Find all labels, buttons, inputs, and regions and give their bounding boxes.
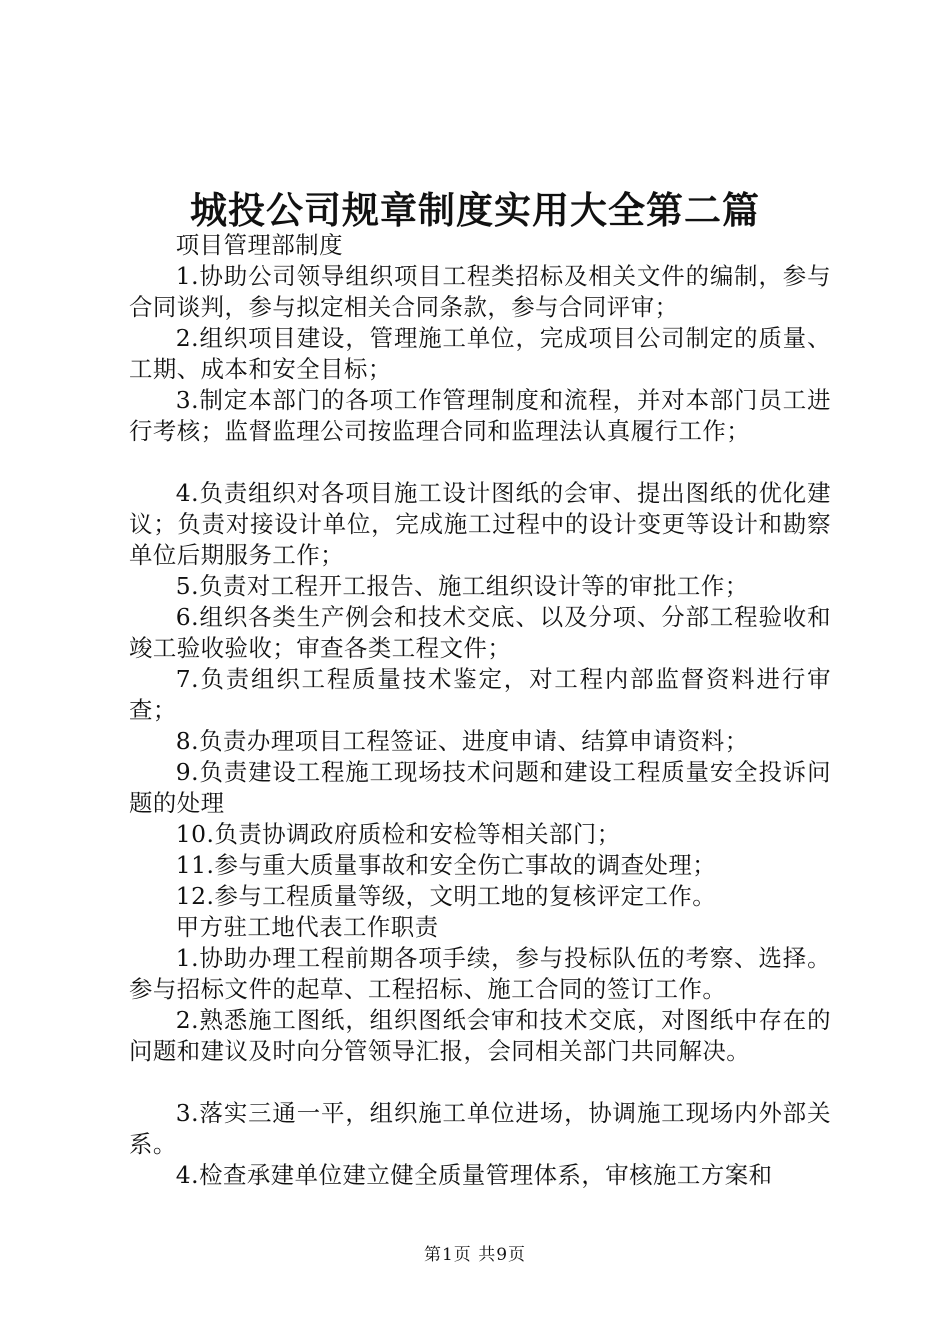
paragraph: 4.负责组织对各项目施工设计图纸的会审、提出图纸的优化建议；负责对接设计单位，完成施工过程中的设计变更等设计和勘察单位后期服务工作； <box>129 479 831 569</box>
page-footer: 第1页 共9页 <box>423 1245 527 1265</box>
paragraph: 5.负责对工程开工报告、施工组织设计等的审批工作； <box>175 572 749 600</box>
paragraph: 7.负责组织工程质量技术鉴定，对工程内部监督资料进行审查； <box>129 665 831 724</box>
paragraph: 1.协助公司领导组织项目工程类招标及相关文件的编制，参与合同谈判，参与拟定相关合同条款，参与合同评审； <box>129 262 831 321</box>
paragraph: 6.组织各类生产例会和技术交底、以及分项、分部工程验收和竣工验收验收；审查各类工程文件； <box>129 603 831 662</box>
paragraph: 10.负责协调政府质检和安检等相关部门； <box>175 820 621 848</box>
paragraph: 11.参与重大质量事故和安全伤亡事故的调查处理； <box>175 851 717 879</box>
paragraph: 2.熟悉施工图纸，组织图纸会审和技术交底，对图纸中存在的问题和建议及时向分管领导汇报，会同相关部门共同解决。 <box>129 1006 831 1065</box>
paragraph: 9.负责建设工程施工现场技术问题和建设工程质量安全投诉问题的处理 <box>129 758 831 817</box>
paragraph: 2.组织项目建设，管理施工单位，完成项目公司制定的质量、工期、成本和安全目标； <box>129 324 831 383</box>
document-title: 城投公司规章制度实用大全第二篇 <box>190 188 760 232</box>
paragraph: 3.制定本部门的各项工作管理制度和流程，并对本部门员工进行考核；监督监理公司按监理合同和监理法认真履行工作； <box>129 386 831 445</box>
paragraph: 12.参与工程质量等级，文明工地的复核评定工作。 <box>175 882 717 910</box>
section-heading: 项目管理部制度 <box>175 231 344 259</box>
paragraph: 3.落实三通一平，组织施工单位进场，协调施工现场内外部关系。 <box>129 1099 831 1158</box>
document-body <box>129 230 831 1191</box>
paragraph: 8.负责办理项目工程签证、进度申请、结算申请资料； <box>175 727 749 755</box>
paragraph: 1.协助办理工程前期各项手续，参与投标队伍的考察、选择。参与招标文件的起草、工程招标、施工合同的签订工作。 <box>129 944 831 1003</box>
section-heading: 甲方驻工地代表工作职责 <box>175 913 439 941</box>
paragraph: 4.检查承建单位建立健全质量管理体系，审核施工方案和 <box>175 1161 773 1189</box>
